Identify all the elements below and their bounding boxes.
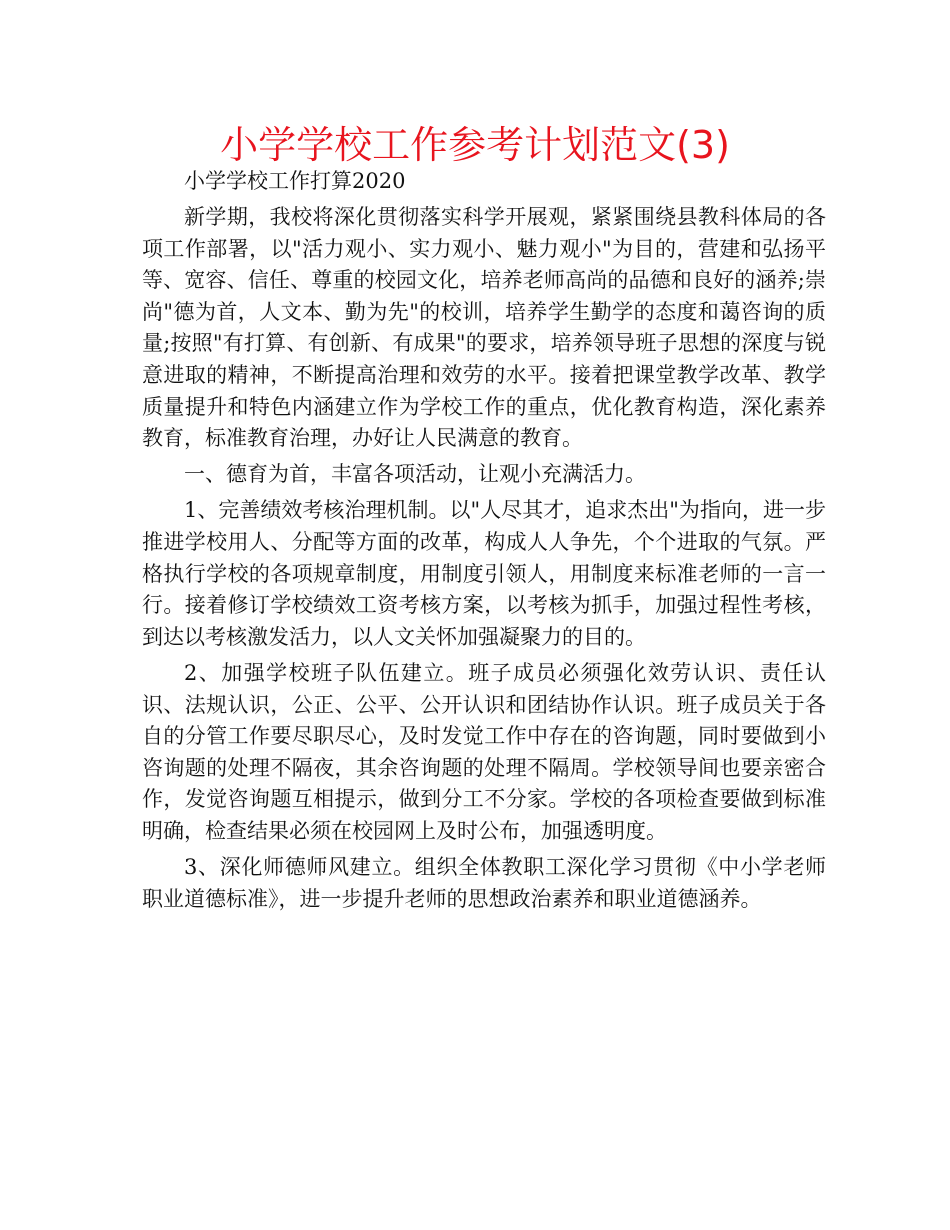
paragraph-item-1: 1、完善绩效考核治理机制。以"人尽其才，追求杰出"为指向，进一步推进学校用人、分配等方面的改革，构成人人争先，个个进取的气氛。严格执行学校的各项规章制度，用制度引领人，用制度来标准老师的一言一行。接着修订学校绩效工资考核方案，以考核为抓手，加强过程性考核，到达以考核激发活力，以人文关怀加强凝聚力的目的。 xyxy=(142,498,826,649)
paragraph-item-3: 3、深化师德师风建立。组织全体教职工深化学习贯彻《中小学老师职业道德标准》，进一步提升老师的思想政治素养和职业道德涵养。 xyxy=(142,854,826,911)
paragraph-subtitle: 小学学校工作打算2020 xyxy=(184,169,406,193)
document-body xyxy=(142,166,826,915)
paragraph-section-heading: 一、德育为首，丰富各项活动，让观小充满活力。 xyxy=(184,462,646,487)
paragraph-intro: 新学期，我校将深化贯彻落实科学开展观，紧紧围绕县教科体局的各项工作部署，以"活力观小、实力观小、魅力观小"为目的，营建和弘扬平等、宽容、信任、尊重的校园文化，培养老师高尚的品德和良好的涵养;崇尚"德为首，人文本、勤为先"的校训，培养学生勤学的态度和蔼咨询的质量;按照"有打算、有创新、有成果"的要求，培养领导班子思想的深度与锐意进取的精神，不断提高治理和效劳的水平。接着把课堂教学改革、教学质量提升和特色内涵建立作为学校工作的重点，优化教育构造，深化素养教育，标准教育治理，办好让人民满意的教育。 xyxy=(142,205,826,451)
document-title: 小学学校工作参考计划范文(3) xyxy=(220,123,730,167)
paragraph-item-2: 2、加强学校班子队伍建立。班子成员必须强化效劳认识、责任认识、法规认识，公正、公平、公开认识和团结协作认识。班子成员关于各自的分管工作要尽职尽心，及时发觉工作中存在的咨询题，同时要做到小咨询题的处理不隔夜，其余咨询题的处理不隔周。学校领导间也要亲密合作，发觉咨询题互相提示，做到分工不分家。学校的各项检查要做到标准明确，检查结果必须在校园网上及时公布，加强透明度。 xyxy=(142,660,826,843)
